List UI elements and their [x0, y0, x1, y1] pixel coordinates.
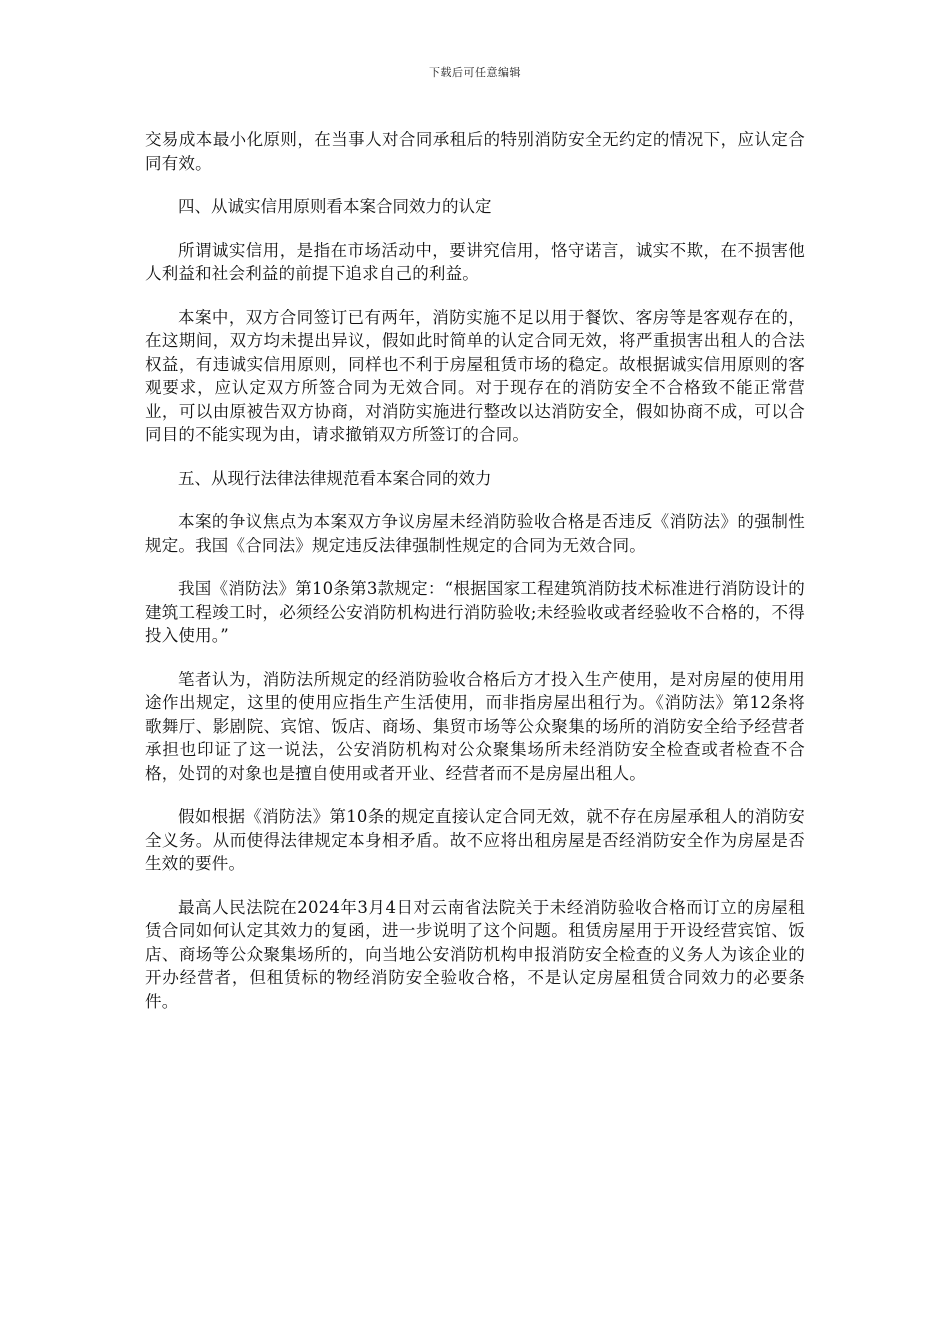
page-header-note: 下载后可任意编辑 [429, 66, 521, 79]
paragraph-7: 假如根据《消防法》第10条的规定直接认定合同无效，就不存在房屋承租人的消防安全义务。从而使得法律规定本身相矛盾。故不应将出租房屋是否经消防安全作为房屋是否生效的要件。 [145, 807, 805, 873]
paragraph-5: 我国《消防法》第10条第3款规定：“根据国家工程建筑消防技术标准进行消防设计的建筑工程竣工时，必须经公安消防机构进行消防验收;未经验收或者经验收不合格的，不得投入使用。” [145, 579, 805, 645]
paragraph-8: 最高人民法院在2024年3月4日对云南省法院关于未经消防验收合格而订立的房屋租赁合同如何认定其效力的复函，进一步说明了这个问题。租赁房屋用于开设经营宾馆、饭店、商场等公众聚集场所的，向当地公安消防机构申报消防安全检查的义务人为该企业的开办经营者，但租赁标的物经消防安全验收合格，不是认定房屋租赁合同效力的必要条件。 [145, 897, 805, 1011]
paragraph-1: 交易成本最小化原则，在当事人对合同承租后的特别消防安全无约定的情况下，应认定合同有效。 [145, 130, 805, 173]
section-heading-4: 四、从诚实信用原则看本案合同效力的认定 [178, 197, 492, 216]
section-heading-5: 五、从现行法律法律规范看本案合同的效力 [178, 468, 492, 488]
paragraph-6: 笔者认为，消防法所规定的经消防验收合格后方才投入生产使用，是对房屋的使用用途作出规定，这里的使用应指生产生活使用，而非指房屋出租行为。《消防法》第12条将歌舞厅、影剧院、宾馆、饭店、商场、集贸市场等公众聚集的场所的消防安全给予经营者承担也印证了这一说法，公安消防机构对公众聚集场所未经消防安全检查或者检查不合格，处罚的对象也是擅自使用或者开业、经营者而不是房屋出租人。 [145, 669, 805, 783]
paragraph-3: 本案中，双方合同签订已有两年，消防实施不足以用于餐饮、客房等是客观存在的，在这期间，双方均未提出异议，假如此时简单的认定合同无效，将严重损害出租人的合法权益，有违诚实信用原则，同样也不利于房屋租赁市场的稳定。故根据诚实信用原则的客观要求，应认定双方所签合同为无效合同。对于现存在的消防安全不合格致不能正常营业，可以由原被告双方协商，对消防实施进行整改以达消防安全，假如协商不成，可以合同目的不能实现为由，请求撤销双方所签订的合同。 [145, 307, 805, 444]
paragraph-4: 本案的争议焦点为本案双方争议房屋未经消防验收合格是否违反《消防法》的强制性规定。我国《合同法》规定违反法律强制性规定的合同为无效合同。 [145, 512, 805, 555]
document-body [145, 128, 805, 1033]
paragraph-2: 所谓诚实信用，是指在市场活动中，要讲究信用，恪守诺言，诚实不欺，在不损害他人利益和社会利益的前提下追求自己的利益。 [145, 240, 805, 283]
